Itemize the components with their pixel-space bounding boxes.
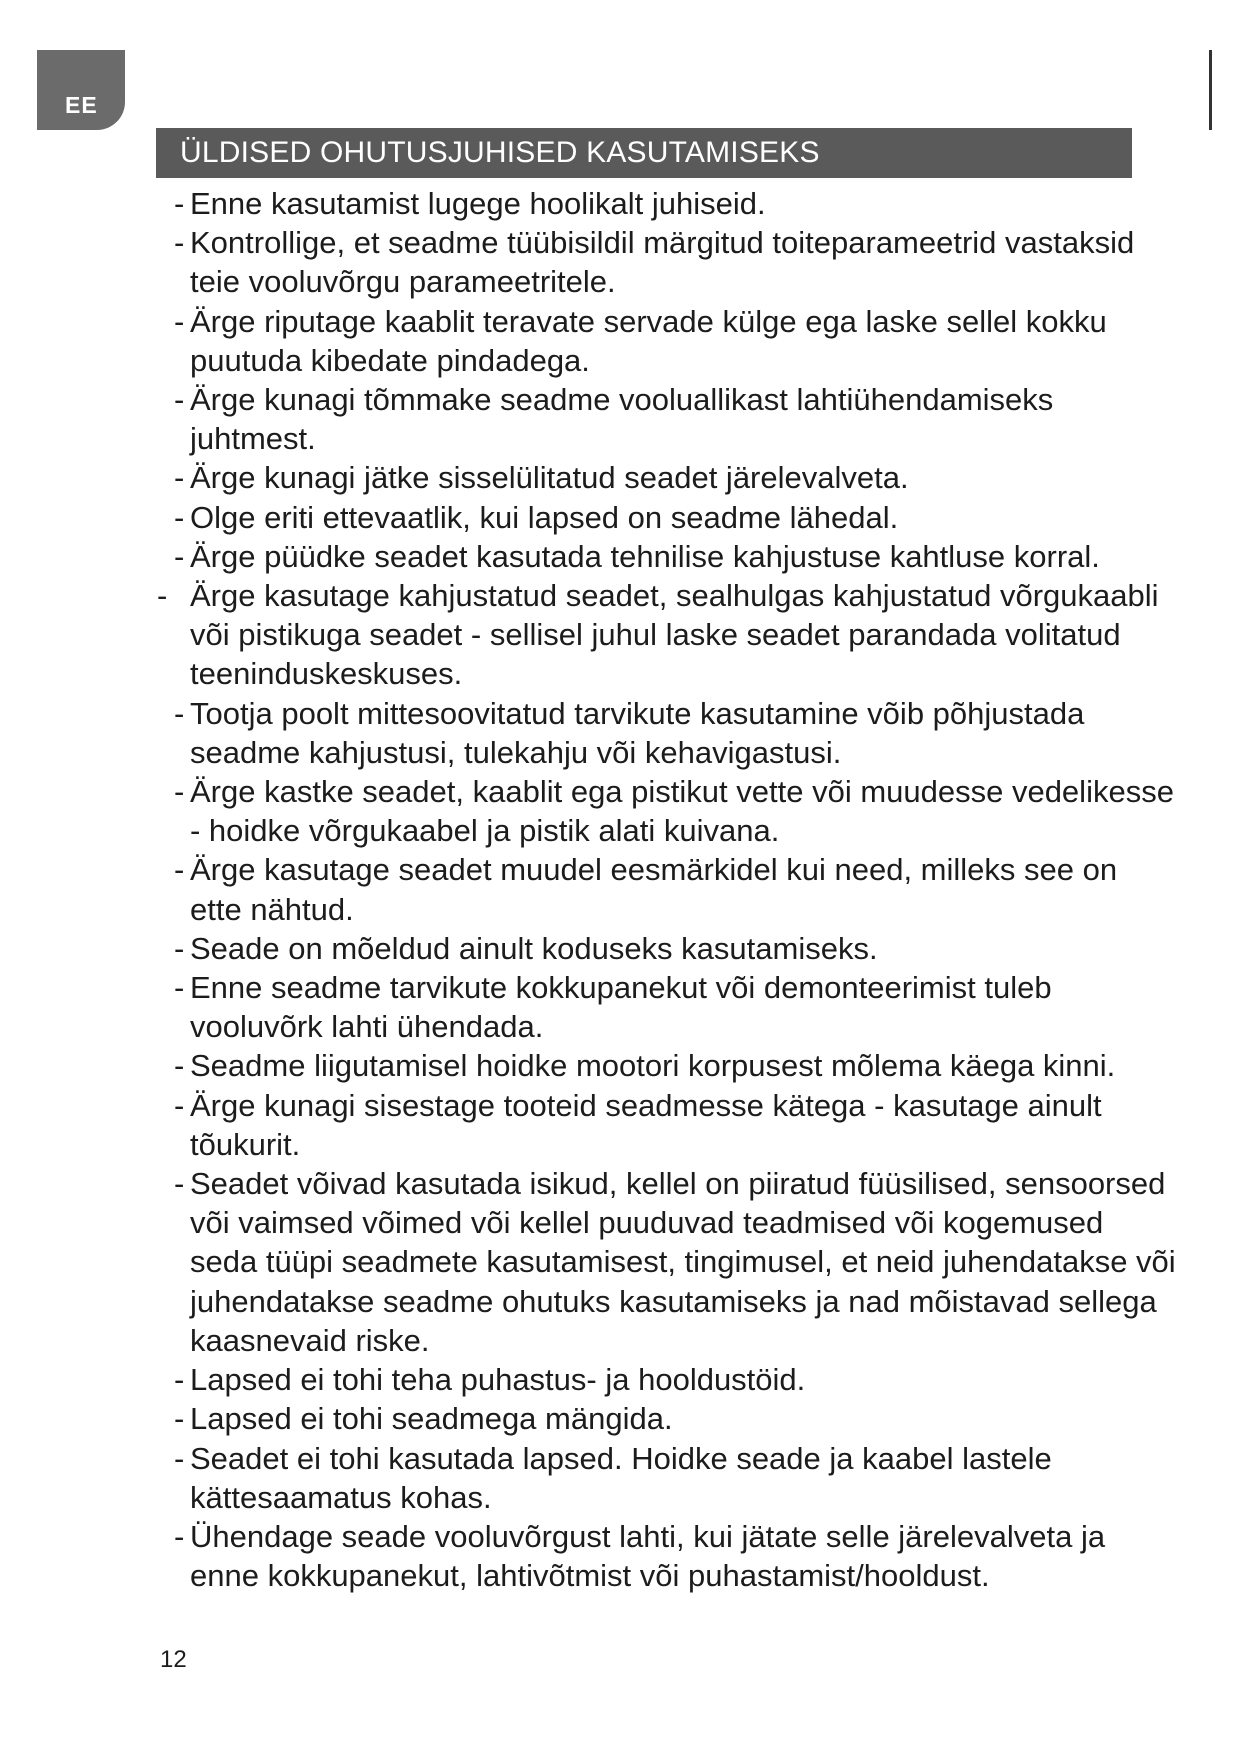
page-number: 12 [160, 1646, 187, 1673]
rule-item: - Olge eriti ettevaatlik, kui lapsed on seadme lähedal. [146, 498, 1176, 537]
rule-item: - Ärge riputage kaablit teravate servade külge ega laske sellel kokku puutuda kibedate pindadega. [146, 302, 1176, 380]
rule-item: - Ärge püüdke seadet kasutada tehnilise kahjustuse kahtluse korral. [146, 537, 1176, 576]
rule-item: - Lapsed ei tohi teha puhastus- ja hooldustöid. [146, 1360, 1176, 1399]
safety-rules-list [146, 184, 1176, 1595]
rule-item: - Ärge kasutage seadet muudel eesmärkidel kui need, milleks see on ette nähtud. [146, 850, 1176, 928]
page-edge-mark [1209, 50, 1212, 130]
language-tab: EE [37, 50, 125, 130]
rule-item: - Ärge kunagi sisestage tooteid seadmesse kätega - kasutage ainult tõukurit. [146, 1086, 1176, 1164]
section-header: ÜLDISED OHUTUSJUHISED KASUTAMISEKS [156, 128, 1132, 178]
rule-item: - Enne kasutamist lugege hoolikalt juhiseid. [146, 184, 1176, 223]
rule-item: - Ühendage seade vooluvõrgust lahti, kui jätate selle järelevalveta ja enne kokkupanekut, lahtivõtmist või puhastamist/hooldust. [146, 1517, 1176, 1595]
rule-item: - Lapsed ei tohi seadmega mängida. [146, 1399, 1176, 1438]
rule-item: - Ärge kastke seadet, kaablit ega pistikut vette või muudesse vedelikesse - hoidke võrgukaabel ja pistik alati kuivana. [146, 772, 1176, 850]
rule-item: - Seadme liigutamisel hoidke mootori korpusest mõlema käega kinni. [146, 1046, 1176, 1085]
rule-item: - Seade on mõeldud ainult koduseks kasutamiseks. [146, 929, 1176, 968]
rule-item: - Enne seadme tarvikute kokkupanekut või demonteerimist tuleb vooluvõrk lahti ühendada. [146, 968, 1176, 1046]
rule-item: - Ärge kunagi tõmmake seadme vooluallikast lahtiühendamiseks juhtmest. [146, 380, 1176, 458]
rule-item: - Seadet võivad kasutada isikud, kellel on piiratud füüsilised, sensoorsed või vaimsed võimed või kellel puuduvad teadmised või kogemused seda tüüpi seadmete kasutamisest, tingimusel, et neid juhendatakse või juhendatakse seadme ohutuks kasutamiseks ja nad mõistavad sellega kaasnevaid riske. [146, 1164, 1176, 1360]
rule-item: - Kontrollige, et seadme tüübisildil märgitud toiteparameetrid vastaksid teie vooluvõrgu parameetritele. [146, 223, 1176, 301]
rule-item: - Ärge kasutage kahjustatud seadet, sealhulgas kahjustatud võrgukaabli või pistikuga seadet - sellisel juhul laske seadet parandada volitatud teeninduskeskuses. [146, 576, 1176, 694]
rule-item: - Tootja poolt mittesoovitatud tarvikute kasutamine võib põhjustada seadme kahjustusi, tulekahju või kehavigastusi. [146, 694, 1176, 772]
rule-item: - Seadet ei tohi kasutada lapsed. Hoidke seade ja kaabel lastele kättesaamatus kohas. [146, 1439, 1176, 1517]
rule-item: - Ärge kunagi jätke sisselülitatud seadet järelevalveta. [146, 458, 1176, 497]
